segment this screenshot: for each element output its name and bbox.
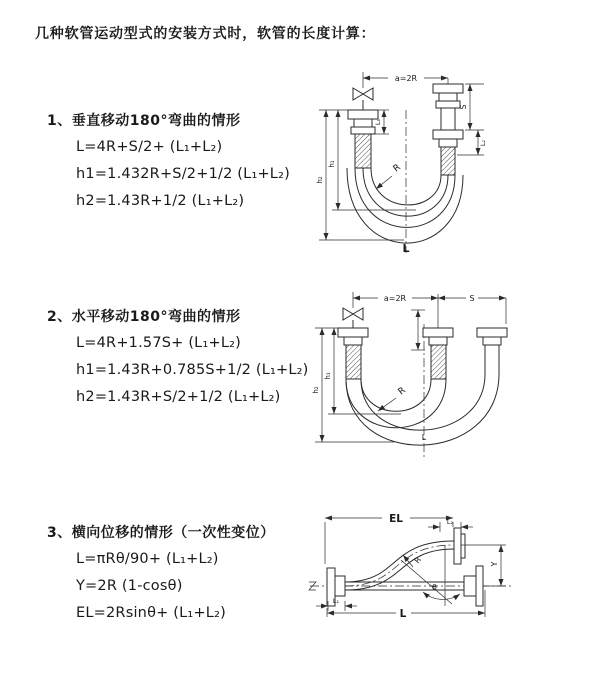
dimension-s-l2 xyxy=(457,84,487,155)
dim-label-h2: h₂ xyxy=(312,386,320,394)
dim-label-h1: h₁ xyxy=(328,160,336,168)
length-label: L xyxy=(402,242,410,255)
dim-label-y: Y xyxy=(490,561,499,567)
diagram-vertical-180-bend xyxy=(306,64,588,256)
hose-centerline xyxy=(345,545,454,586)
middle-fitting xyxy=(423,328,453,379)
dimension-l1 xyxy=(316,597,357,611)
hose-curves xyxy=(347,168,463,243)
left-fitting xyxy=(348,110,378,168)
hose-curves xyxy=(345,541,454,590)
section-3-formula-EL: EL=2Rsinθ+ (L₁+L₂) xyxy=(76,605,226,621)
length-label: L xyxy=(421,433,427,442)
section-3-formula-Y: Y=2R (1-cosθ) xyxy=(76,578,183,594)
diagram-horizontal-180-bend xyxy=(306,284,588,464)
section-2-formula-h2: h2=1.43R+S/2+1/2 (L₁+L₂) xyxy=(76,389,281,405)
theta-label: θ xyxy=(432,583,437,592)
diagram-lateral-displacement xyxy=(300,500,600,650)
dimension-l2 xyxy=(428,518,473,532)
section-1-formula-h2: h2=1.43R+1/2 (L₁+L₂) xyxy=(76,193,245,209)
section-2-formula-h1: h1=1.43R+0.785S+1/2 (L₁+L₂) xyxy=(76,362,309,378)
dim-label-s: S xyxy=(459,104,468,110)
upper-flange xyxy=(454,528,465,564)
dim-label-l: L xyxy=(399,608,407,620)
dim-label-l1: L₁ xyxy=(332,597,340,605)
section-3-formula-L: L=πRθ/90+ (L₁+L₂) xyxy=(76,551,219,567)
dimension-a2r-s xyxy=(353,292,506,328)
section-1-formula-L: L=4R+S/2+ (L₁+L₂) xyxy=(76,139,223,155)
radius-label: R xyxy=(391,162,403,175)
radius-label: R xyxy=(412,555,424,566)
dim-label-a2r: a=2R xyxy=(394,74,418,83)
angle-theta xyxy=(401,545,460,606)
dimension-el xyxy=(325,512,453,564)
section-2-formula-L: L=4R+1.57S+ (L₁+L₂) xyxy=(76,335,241,351)
left-fitting xyxy=(338,328,368,379)
right-fitting-ghost xyxy=(477,328,507,374)
radius-leader xyxy=(376,163,403,189)
dim-label-l2: L₂ xyxy=(479,139,487,147)
section-1-formula-h1: h1=1.432R+S/2+1/2 (L₁+L₂) xyxy=(76,166,290,182)
valve-icon xyxy=(343,308,363,328)
section-1-heading: 1、垂直移动180°弯曲的情形 xyxy=(47,113,241,129)
dim-label-el: EL xyxy=(389,513,403,525)
dimension-l xyxy=(327,590,485,620)
dim-label-l2: L₂ xyxy=(446,518,454,526)
right-fitting xyxy=(433,84,463,175)
section-3-heading: 3、横向位移的情形（一次性变位） xyxy=(47,525,275,541)
radius-leader xyxy=(378,386,408,411)
valve-icon xyxy=(353,88,373,110)
dim-label-h1: h₁ xyxy=(324,372,332,380)
dim-label-s: S xyxy=(469,294,475,303)
dim-label-l1: L₁ xyxy=(374,118,382,126)
radius-label: R xyxy=(396,385,408,398)
section-2-heading: 2、水平移动180°弯曲的情形 xyxy=(47,309,241,325)
page-title: 几种软管运动型式的安装方式时，软管的长度计算： xyxy=(35,26,376,42)
right-flange-ghost xyxy=(464,566,483,606)
dim-label-h2: h₂ xyxy=(316,176,324,184)
dim-label-a2r: a=2R xyxy=(383,294,407,303)
